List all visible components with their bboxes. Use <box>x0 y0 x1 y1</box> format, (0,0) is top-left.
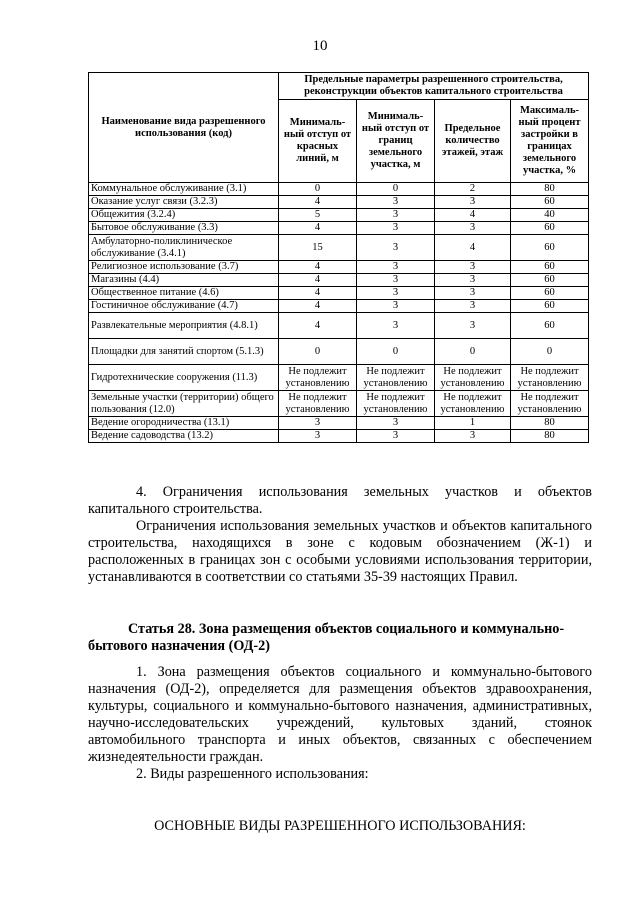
table-row <box>89 339 589 365</box>
row-plot-boundary-offset: 0 <box>357 339 435 365</box>
row-plot-boundary-offset: 3 <box>357 287 435 300</box>
row-use-name: Общественное питание (4.6) <box>89 287 279 300</box>
row-use-name: Гидротехнические сооружения (11.3) <box>89 365 279 391</box>
table-row <box>89 287 589 300</box>
row-red-line-offset: 3 <box>279 417 357 430</box>
row-use-name: Площадки для занятий спортом (5.1.3) <box>89 339 279 365</box>
header-use-type: Наименование вида разрешенного использования (код) <box>89 73 279 183</box>
row-use-name: Общежития (3.2.4) <box>89 209 279 222</box>
row-plot-boundary-offset: 0 <box>357 183 435 196</box>
row-red-line-offset: Не подлежит установлению <box>279 391 357 417</box>
row-red-line-offset: 4 <box>279 287 357 300</box>
paragraph-1: 1. Зона размещения объектов социального и коммунально-бытового назначения (ОД-2), определяется для размещения объектов здравоохранения, культуры, социального и коммунально-бытового назначения, административных, научно-исследовательских учреждений, культовых зданий, стоянок автомобильного транспорта и иных объектов, связанных с обеспечением жизнедеятельности граждан. <box>88 664 592 765</box>
row-use-name: Магазины (4.4) <box>89 274 279 287</box>
row-floor-count: 1 <box>435 417 511 430</box>
row-plot-boundary-offset: 3 <box>357 235 435 261</box>
row-plot-boundary-offset: Не подлежит установлению <box>357 365 435 391</box>
table-row <box>89 235 589 261</box>
table-row <box>89 365 589 391</box>
row-build-percent: 60 <box>511 235 589 261</box>
header-parameters-group: Предельные параметры разрешенного строительства, реконструкции объектов капитального строительства <box>279 73 589 100</box>
row-use-name: Коммунальное обслуживание (3.1) <box>89 183 279 196</box>
row-build-percent: 60 <box>511 300 589 313</box>
row-use-name: Амбулаторно-поликлиническое обслуживание (3.4.1) <box>89 235 279 261</box>
row-floor-count: 4 <box>435 209 511 222</box>
row-floor-count: 3 <box>435 274 511 287</box>
row-floor-count: 3 <box>435 313 511 339</box>
row-red-line-offset: 0 <box>279 183 357 196</box>
table-row <box>89 196 589 209</box>
header-floor-count: Предельное количество этажей, этаж <box>435 100 511 183</box>
table-row <box>89 261 589 274</box>
row-floor-count: 3 <box>435 222 511 235</box>
table-row <box>89 417 589 430</box>
row-plot-boundary-offset: 3 <box>357 209 435 222</box>
row-build-percent: 60 <box>511 274 589 287</box>
row-red-line-offset: 4 <box>279 300 357 313</box>
row-use-name: Ведение огородничества (13.1) <box>89 417 279 430</box>
row-floor-count: 4 <box>435 235 511 261</box>
table-row <box>89 274 589 287</box>
paragraph-4: 4. Ограничения использования земельных участков и объектов капитального строительства. <box>88 484 592 517</box>
row-plot-boundary-offset: 3 <box>357 300 435 313</box>
table-row <box>89 209 589 222</box>
row-floor-count: 3 <box>435 300 511 313</box>
row-red-line-offset: 4 <box>279 196 357 209</box>
row-red-line-offset: 4 <box>279 274 357 287</box>
row-plot-boundary-offset: 3 <box>357 313 435 339</box>
parameters-table <box>88 72 589 443</box>
table-row <box>89 222 589 235</box>
row-build-percent: 0 <box>511 339 589 365</box>
row-build-percent: 60 <box>511 222 589 235</box>
row-build-percent: 60 <box>511 287 589 300</box>
row-floor-count: 3 <box>435 430 511 443</box>
row-floor-count: 2 <box>435 183 511 196</box>
row-red-line-offset: 3 <box>279 430 357 443</box>
row-build-percent: 60 <box>511 196 589 209</box>
header-plot-boundary-offset: Минималь-ный отступ от границ земельного участка, м <box>357 100 435 183</box>
header-red-line-offset: Минималь-ный отступ от красных линий, м <box>279 100 357 183</box>
table-row <box>89 391 589 417</box>
row-plot-boundary-offset: 3 <box>357 261 435 274</box>
paragraph-2: 2. Виды разрешенного использования: <box>136 766 369 782</box>
row-plot-boundary-offset: 3 <box>357 430 435 443</box>
row-plot-boundary-offset: 3 <box>357 222 435 235</box>
table-row <box>89 183 589 196</box>
row-use-name: Оказание услуг связи (3.2.3) <box>89 196 279 209</box>
row-use-name: Ведение садоводства (13.2) <box>89 430 279 443</box>
row-red-line-offset: Не подлежит установлению <box>279 365 357 391</box>
main-use-types-heading: ОСНОВНЫЕ ВИДЫ РАЗРЕШЕННОГО ИСПОЛЬЗОВАНИЯ: <box>154 818 526 834</box>
table-row <box>89 430 589 443</box>
table-row <box>89 313 589 339</box>
paragraph-4-restrictions: Ограничения использования земельных участков и объектов капитального строительства, находящихся в зоне с кодовым обозначением (Ж-1) и расположенных в границах зон с особыми условиями использования территории, устанавливаются в соответствии со статьями 35-39 настоящих Правил. <box>88 518 592 585</box>
row-plot-boundary-offset: 3 <box>357 274 435 287</box>
row-floor-count: 3 <box>435 261 511 274</box>
table-body <box>89 183 589 443</box>
row-build-percent: 80 <box>511 417 589 430</box>
row-plot-boundary-offset: Не подлежит установлению <box>357 391 435 417</box>
row-use-name: Земельные участки (территории) общего пользования (12.0) <box>89 391 279 417</box>
row-red-line-offset: 0 <box>279 339 357 365</box>
row-build-percent: Не подлежит установлению <box>511 391 589 417</box>
row-plot-boundary-offset: 3 <box>357 417 435 430</box>
row-use-name: Гостиничное обслуживание (4.7) <box>89 300 279 313</box>
row-floor-count: 3 <box>435 196 511 209</box>
row-floor-count: Не подлежит установлению <box>435 365 511 391</box>
row-build-percent: 60 <box>511 261 589 274</box>
row-red-line-offset: 4 <box>279 222 357 235</box>
header-build-percent: Максималь-ный процент застройки в границах земельного участка, % <box>511 100 589 183</box>
row-build-percent: 80 <box>511 430 589 443</box>
row-use-name: Религиозное использование (3.7) <box>89 261 279 274</box>
row-floor-count: Не подлежит установлению <box>435 391 511 417</box>
row-use-name: Бытовое обслуживание (3.3) <box>89 222 279 235</box>
row-use-name: Развлекательные мероприятия (4.8.1) <box>89 313 279 339</box>
row-build-percent: Не подлежит установлению <box>511 365 589 391</box>
row-floor-count: 3 <box>435 287 511 300</box>
row-red-line-offset: 4 <box>279 261 357 274</box>
page-number: 10 <box>312 38 328 54</box>
row-red-line-offset: 4 <box>279 313 357 339</box>
row-red-line-offset: 15 <box>279 235 357 261</box>
row-build-percent: 80 <box>511 183 589 196</box>
article-28-heading: Статья 28. Зона размещения объектов социального и коммунально-бытового назначения (ОД-2) <box>88 621 565 654</box>
row-floor-count: 0 <box>435 339 511 365</box>
row-red-line-offset: 5 <box>279 209 357 222</box>
row-plot-boundary-offset: 3 <box>357 196 435 209</box>
row-build-percent: 40 <box>511 209 589 222</box>
table-row <box>89 300 589 313</box>
row-build-percent: 60 <box>511 313 589 339</box>
